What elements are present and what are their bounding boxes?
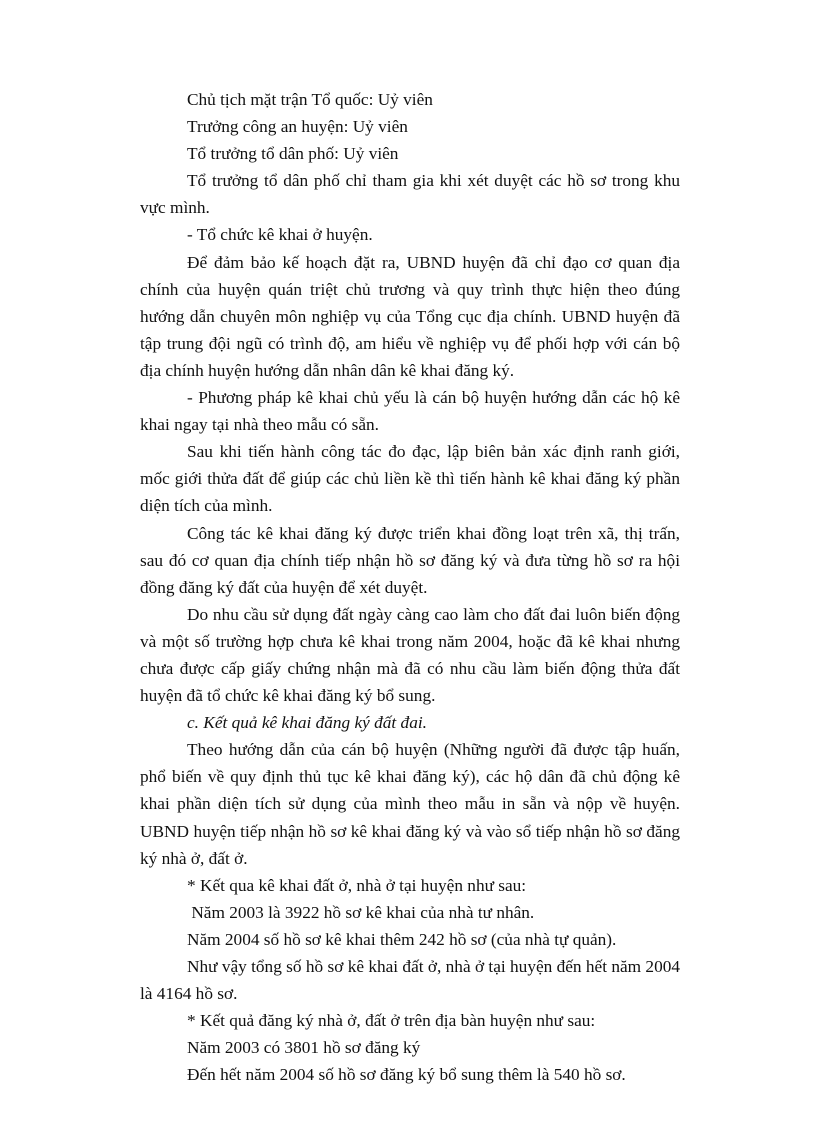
paragraph-do-nhu-cau: Do nhu cầu sử dụng đất ngày càng cao làm cho đất đai luôn biến động và một số trường hợp chưa kê khai trong năm 2004, hoặc đã kê khai nhưng chưa được cấp giấy chứng nhận mà đã có nhu cầu làm biến động thửa đất huyện đã tổ chức kê khai đăng ký bổ sung. — [140, 604, 680, 706]
paragraph-to-truong: Tổ trưởng tổ dân phố chỉ tham gia khi xét duyệt các hồ sơ trong khu vực mình. — [140, 171, 680, 218]
council-member-line: Trưởng công an huyện: Uỷ viên — [187, 117, 408, 137]
paragraph-to-chuc: - Tổ chức kê khai ở huyện. — [187, 225, 373, 245]
paragraph-cong-tac: Công tác kê khai đăng ký được triển khai đồng loạt trên xã, thị trấn, sau đó cơ quan địa chính tiếp nhận hồ sơ đăng ký và đưa từng hồ sơ ra hội đồng đăng ký đất của huyện để xét duyệt. — [140, 523, 680, 597]
result-dang-ky-2003: Năm 2003 có 3801 hồ sơ đăng ký — [187, 1038, 421, 1058]
paragraph-sau-khi: Sau khi tiến hành công tác đo đạc, lập biên bản xác định ranh giới, mốc giới thửa đất để giúp các chủ liền kề thì tiến hành kê khai đăng ký phần diện tích của mình. — [140, 442, 680, 516]
paragraph-de-dam-bao: Để đảm bảo kế hoạch đặt ra, UBND huyện đã chỉ đạo cơ quan địa chính của huyện quán triệt chủ trương và quy trình thực hiện theo đúng hướng dẫn chuyên môn nghiệp vụ của Tổng cục địa chính. UBND huyện đã tập trung đội ngũ có trình độ, am hiểu về nghiệp vụ để phối hợp với cán bộ địa chính huyện hướng dẫn nhân dân kê khai đăng ký. — [140, 252, 680, 380]
result-dang-ky-2004: Đến hết năm 2004 số hồ sơ đăng ký bổ sung thêm là 540 hồ sơ. — [187, 1065, 626, 1085]
result-dang-ky-title: * Kết quả đăng ký nhà ở, đất ở trên địa bàn huyện như sau: — [187, 1011, 596, 1031]
result-ke-khai-total: Như vậy tổng số hồ sơ kê khai đất ở, nhà ở tại huyện đến hết năm 2004 là 4164 hồ sơ. — [140, 957, 680, 1004]
paragraph-phuong-phap: - Phương pháp kê khai chủ yếu là cán bộ huyện hướng dẫn các hộ kê khai ngay tại nhà theo mẫu có sẵn. — [140, 388, 680, 435]
council-member-line: Chủ tịch mặt trận Tổ quốc: Uỷ viên — [187, 90, 433, 109]
result-ke-khai-2004: Năm 2004 số hồ sơ kê khai thêm 242 hồ sơ (của nhà tự quản). — [187, 929, 617, 949]
council-member-line: Tổ trưởng tổ dân phố: Uỷ viên — [187, 144, 399, 164]
document-body — [140, 86, 680, 1088]
paragraph-theo-huong-dan: Theo hướng dẫn của cán bộ huyện (Những người đã được tập huấn, phổ biến về quy định thủ tục kê khai đăng ký), các hộ dân đã chủ động kê khai phần diện tích sử dụng của mình theo mẫu in sẵn và nộp về huyện. UBND huyện tiếp nhận hồ sơ kê khai đăng ký và vào sổ tiếp nhận hồ sơ đăng ký nhà ở, đất ở. — [140, 740, 680, 868]
result-ke-khai-title: * Kết qua kê khai đất ở, nhà ở tại huyện như sau: — [187, 875, 527, 895]
section-heading-c: c. Kết quả kê khai đăng ký đất đai. — [187, 713, 427, 733]
result-ke-khai-2003: Năm 2003 là 3922 hồ sơ kê khai của nhà tư nhân. — [187, 902, 535, 922]
